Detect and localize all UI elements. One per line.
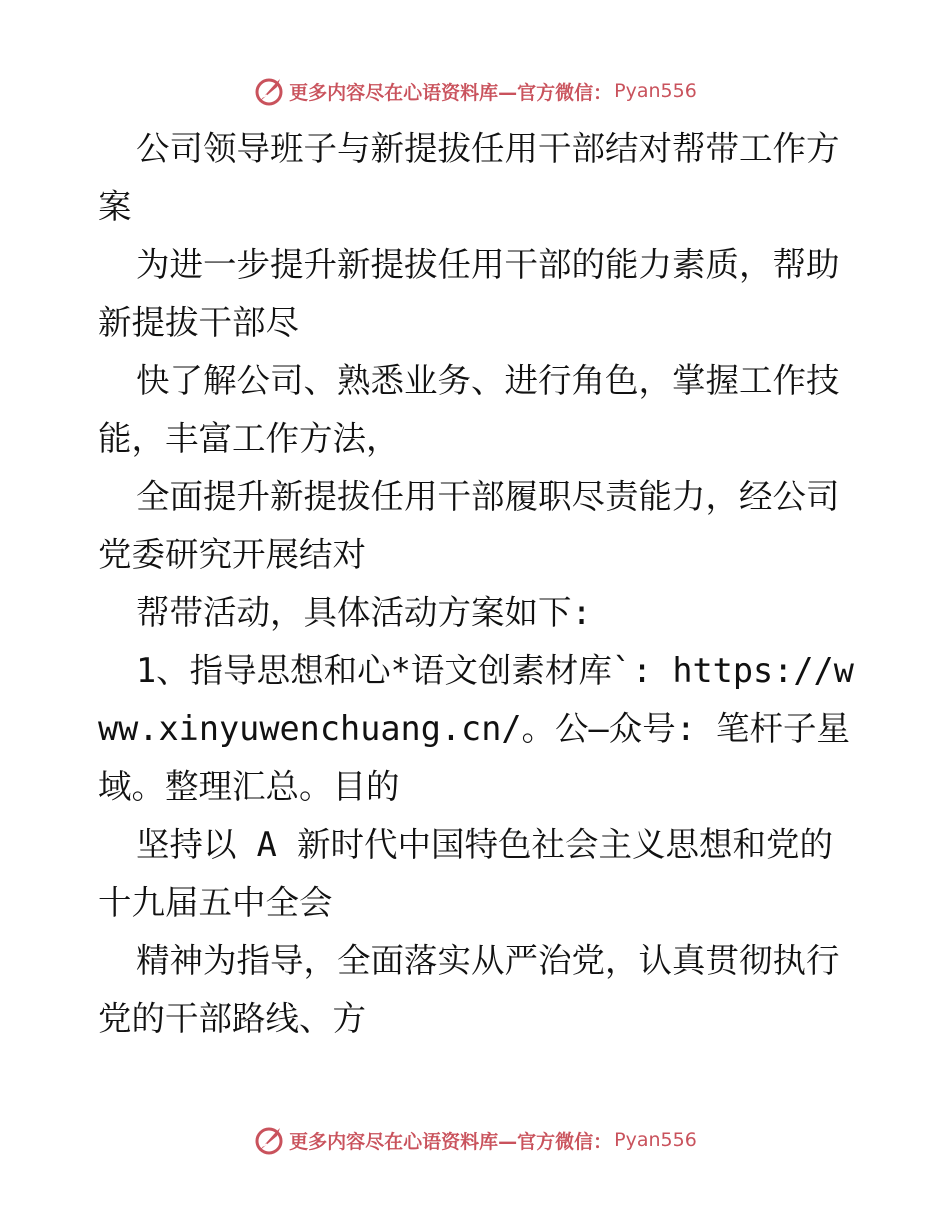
paragraph-4: 帮带活动，具体活动方案如下:	[136, 593, 592, 632]
paragraph-5: 1、指导思想和心*语文创素材库`: https://www.xinyuwenchuang.cn/。公—众号: 笔杆子星域。整理汇总。目的	[98, 651, 854, 806]
footer-banner-text: 更多内容尽在心语资料库—官方微信：	[289, 1130, 613, 1153]
footer-banner-handle: Pyan556	[614, 1129, 697, 1151]
quill-pen-logo-icon	[253, 1124, 285, 1156]
quill-pen-logo-icon	[253, 75, 285, 107]
paragraph-6: 坚持以 A 新时代中国特色社会主义思想和党的十九届五中全会	[98, 825, 834, 922]
header-banner	[0, 71, 950, 111]
paragraph-7: 精神为指导，全面落实从严治党，认真贯彻执行党的干部路线、方	[98, 941, 840, 1038]
document-body	[98, 120, 858, 1048]
header-banner-handle: Pyan556	[614, 80, 697, 102]
header-banner-text: 更多内容尽在心语资料库—官方微信：	[289, 81, 613, 104]
footer-banner	[0, 1120, 950, 1160]
paragraph-2: 快了解公司、熟悉业务、进行角色，掌握工作技能，丰富工作方法，	[98, 361, 840, 458]
paragraph-3: 全面提升新提拔任用干部履职尽责能力，经公司党委研究开展结对	[98, 477, 840, 574]
paragraph-1: 为进一步提升新提拔任用干部的能力素质，帮助新提拔干部尽	[98, 245, 840, 342]
doc-title: 公司领导班子与新提拔任用干部结对帮带工作方案	[98, 129, 840, 226]
